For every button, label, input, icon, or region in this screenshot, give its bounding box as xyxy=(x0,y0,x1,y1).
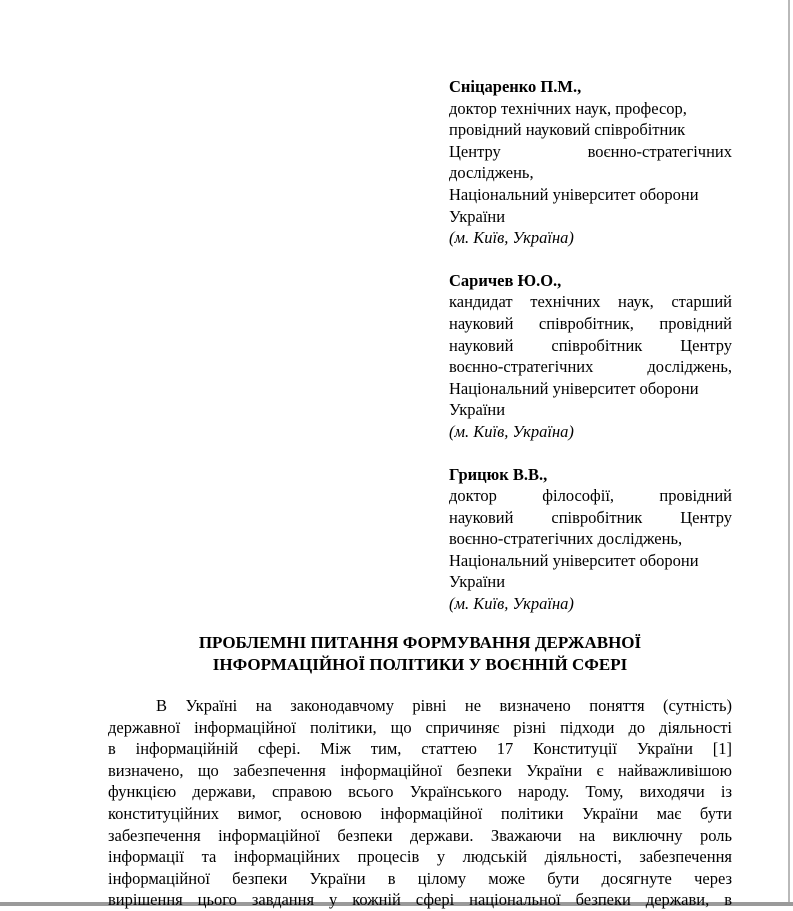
author-affiliation xyxy=(449,98,732,228)
body-line: визначено, що забезпечення інформаційної безпеки України є найважливішою xyxy=(108,760,732,780)
affiliation-line: України xyxy=(449,572,506,592)
author-block xyxy=(449,76,732,636)
body-line: конституційних вимог, основою інформаційної політики України має бути xyxy=(108,803,732,823)
author-entry xyxy=(449,270,732,443)
author-entry xyxy=(449,76,732,249)
body-paragraph xyxy=(108,695,732,911)
title-line: ІНФОРМАЦІЙНОЇ ПОЛІТИКИ У ВОЄННІЙ СФЕРІ xyxy=(212,655,628,674)
title-line: ПРОБЛЕМНІ ПИТАННЯ ФОРМУВАННЯ ДЕРЖАВНОЇ xyxy=(198,633,642,652)
author-city: (м. Київ, Україна) xyxy=(449,594,574,614)
affiliation-line: воєнно-стратегічних досліджень, xyxy=(449,357,732,377)
affiliation-line: доктор технічних наук, професор, xyxy=(449,98,687,118)
affiliation-line: Центру воєнно-стратегічних xyxy=(449,141,732,161)
author-entry xyxy=(449,464,732,615)
article-title xyxy=(108,632,732,676)
affiliation-line: України xyxy=(449,400,506,420)
author-affiliation xyxy=(449,485,732,593)
affiliation-line: доктор філософії, провідний xyxy=(449,486,732,506)
affiliation-line: провідний науковий співробітник xyxy=(449,120,686,140)
affiliation-line: Національний університет оборони xyxy=(449,184,699,204)
affiliation-line: досліджень, xyxy=(449,163,534,183)
body-line: в інформаційній сфері. Між тим, статтею 17 Конституції України [1] xyxy=(108,739,732,759)
body-line: вирішення цього завдання у кожній сфері національної безпеки держави, в xyxy=(108,890,732,910)
affiliation-line: науковий співробітник Центру xyxy=(449,507,732,527)
affiliation-line: України xyxy=(449,206,506,226)
author-name: Сніцаренко П.М., xyxy=(449,77,582,96)
body-line: забезпечення інформаційної безпеки держави. Зважаючи на виключну роль xyxy=(108,825,732,845)
affiliation-line: кандидат технічних наук, старший xyxy=(449,292,732,312)
affiliation-line: науковий співробітник Центру xyxy=(449,335,732,355)
page-edge-right xyxy=(788,0,790,906)
body-line: інформаційної безпеки України в цілому може бути досягнуте через xyxy=(108,868,732,888)
body-line: В Україні на законодавчому рівні не визначено поняття (сутність) xyxy=(156,696,732,715)
author-city: (м. Київ, Україна) xyxy=(449,228,574,248)
body-line: функцією держави, справою всього Українського народу. Тому, виходячи із xyxy=(108,782,732,802)
body-line: державної інформаційної політики, що спричиняє різні підходи до діяльності xyxy=(108,717,732,737)
affiliation-line: Національний університет оборони xyxy=(449,550,699,570)
affiliation-line: Національний університет оборони xyxy=(449,378,699,398)
affiliation-line: воєнно-стратегічних досліджень, xyxy=(449,529,683,549)
body-line: інформації та інформаційних процесів у людській діяльності, забезпечення xyxy=(108,847,732,867)
author-name: Саричев Ю.О., xyxy=(449,270,562,290)
author-city: (м. Київ, Україна) xyxy=(449,421,574,441)
affiliation-line: науковий співробітник, провідний xyxy=(449,313,732,333)
author-name: Грицюк В.В., xyxy=(449,464,548,484)
author-affiliation xyxy=(449,291,732,421)
